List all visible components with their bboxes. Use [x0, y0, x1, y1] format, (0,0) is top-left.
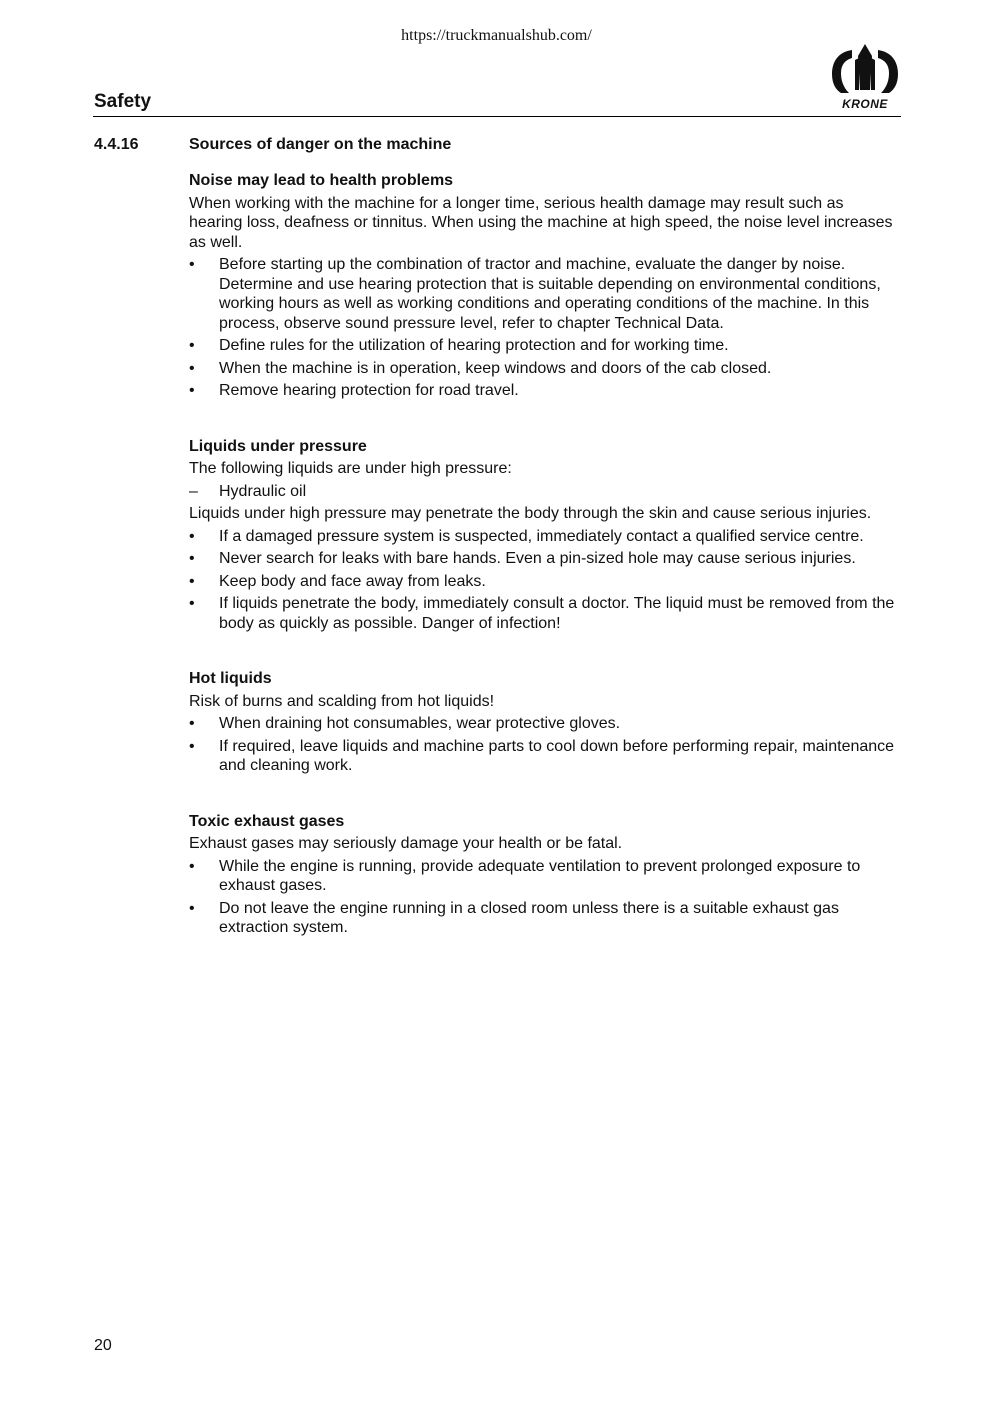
- list-item: • While the engine is running, provide adequate ventilation to prevent prolonged exposure to exhaust gases.: [189, 857, 861, 894]
- list-item: • Before starting up the combination of tractor and machine, evaluate the danger by noise. Determine and use hearing protection that is suitable depending on environmental conditions, working hours as well as working conditions and operating conditions of the machine. In this process, observe sound pressure level, refer to chapter Technical Data.: [189, 256, 881, 332]
- list-item: • Remove hearing protection for road travel.: [189, 382, 519, 399]
- bullet-marker: •: [189, 737, 195, 755]
- pressure-text: Liquids under high pressure may penetrate the body through the skin and cause serious injuries.: [189, 505, 872, 522]
- bullet-marker: •: [189, 899, 195, 917]
- logo-text: KRONE: [842, 97, 888, 111]
- pressure-dash-list: [189, 482, 901, 502]
- noise-heading: Noise may lead to health problems: [189, 172, 454, 189]
- bullet-marker: •: [189, 595, 195, 612]
- list-item: • If required, leave liquids and machine parts to cool down before performing repair, maintenance and cleaning work.: [189, 737, 895, 774]
- list-item: • If liquids penetrate the body, immediately consult a doctor. The liquid must be removed from the body as quickly as possible. Danger of infection!: [189, 595, 895, 632]
- noise-bullet-list: [189, 255, 901, 401]
- bullet-marker: •: [189, 550, 195, 567]
- header-title: Safety: [94, 91, 152, 112]
- hot-liquids-heading: Hot liquids: [189, 670, 272, 687]
- toxic-gases-block: [189, 812, 901, 938]
- dash-marker: –: [189, 482, 198, 500]
- pressure-intro: The following liquids are under high pressure:: [189, 460, 512, 477]
- list-item: • Never search for leaks with bare hands. Even a pin-sized hole may cause serious injuries.: [189, 550, 856, 567]
- bullet-marker: •: [189, 337, 195, 354]
- bullet-marker: •: [189, 572, 195, 590]
- noise-intro: When working with the machine for a longer time, serious health damage may result such as hearing loss, deafness or tinnitus. When using the machine at high speed, the noise level increases as well.: [189, 194, 893, 251]
- pressure-heading: Liquids under pressure: [189, 437, 367, 455]
- pressure-bullet-list: [189, 527, 901, 634]
- source-url: https://truckmanualshub.com/: [401, 27, 592, 44]
- bullet-marker: •: [189, 359, 195, 377]
- pressure-block: [189, 437, 901, 634]
- bullet-marker: •: [189, 256, 195, 273]
- main-content: [189, 171, 901, 974]
- list-item: • Keep body and face away from leaks.: [189, 572, 486, 590]
- section-number: 4.4.16: [94, 136, 139, 153]
- hot-liquids-intro: Risk of burns and scalding from hot liquids!: [189, 692, 495, 710]
- header-divider: [93, 116, 901, 117]
- list-item: • When draining hot consumables, wear protective gloves.: [189, 715, 621, 732]
- crown-icon: [830, 44, 900, 96]
- bullet-marker: •: [189, 527, 195, 545]
- toxic-gases-heading: Toxic exhaust gases: [189, 812, 345, 830]
- hot-liquids-bullet-list: [189, 714, 901, 776]
- list-item: • Do not leave the engine running in a closed room unless there is a suitable exhaust gas extraction system.: [189, 899, 839, 936]
- hot-liquids-block: [189, 669, 901, 776]
- section-title: Sources of danger on the machine: [189, 136, 452, 153]
- bullet-marker: •: [189, 382, 195, 399]
- list-item: – Hydraulic oil: [189, 482, 307, 500]
- list-item: • When the machine is in operation, keep windows and doors of the cab closed.: [189, 359, 772, 377]
- list-item: • If a damaged pressure system is suspected, immediately contact a qualified service centre.: [189, 527, 864, 545]
- bullet-marker: •: [189, 715, 195, 732]
- toxic-gases-bullet-list: [189, 857, 901, 938]
- list-item: • Define rules for the utilization of hearing protection and for working time.: [189, 337, 729, 354]
- krone-logo: [830, 44, 900, 112]
- bullet-marker: •: [189, 857, 195, 875]
- page-number: 20: [94, 1337, 112, 1354]
- noise-block: [189, 171, 901, 401]
- toxic-gases-intro: Exhaust gases may seriously damage your health or be fatal.: [189, 835, 623, 852]
